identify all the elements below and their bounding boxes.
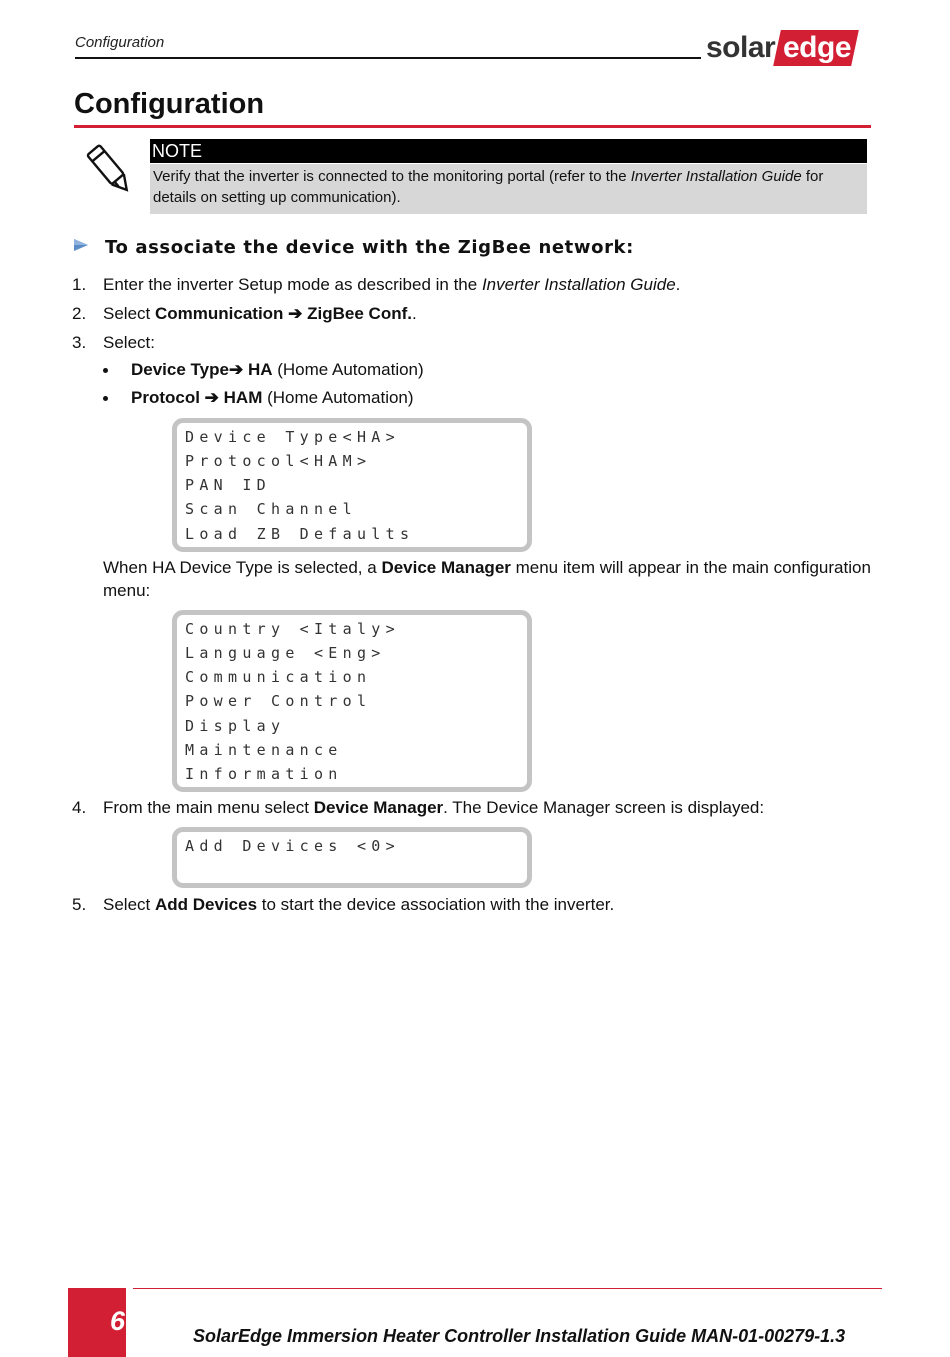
step-text-bold: Communication: [154, 304, 284, 323]
lcd-line: Add Devices <0>: [185, 837, 400, 855]
solaredge-logo: [706, 30, 855, 66]
logo-text-edge-block: [773, 30, 859, 66]
step-text-post: . The Device Manager screen is displayed:: [443, 798, 765, 817]
arrow-right-icon: ➔: [199, 388, 224, 407]
lcd-line: Scan Channel: [185, 500, 357, 518]
step-number: 5.: [72, 895, 87, 914]
step-text-pre: Enter the inverter Setup mode as described in the: [103, 275, 482, 294]
step-text-pre: Select: [103, 304, 155, 323]
procedure-arrow-icon: [73, 238, 89, 252]
lcd-line: Information: [185, 765, 343, 783]
step-text-bold: Device Manager: [313, 798, 444, 817]
step-text-post: .: [675, 275, 681, 294]
title-underline: [74, 125, 871, 128]
lcd-line: Communication: [185, 668, 372, 686]
step-number: 4.: [72, 798, 87, 817]
lcd-line: Load ZB Defaults: [185, 525, 415, 543]
step-text: [103, 894, 614, 916]
step-text-bold: Add Devices: [154, 895, 258, 914]
step-text-post: to start the device association with the inverter.: [257, 895, 615, 914]
page-number: 6: [110, 1306, 126, 1336]
pencil-icon: [84, 142, 136, 198]
step-5: [72, 894, 872, 918]
step-text-italic: Inverter Installation Guide: [481, 275, 676, 294]
lcd-line: Power Control: [185, 692, 372, 710]
lcd-screen-device-manager: [172, 827, 532, 888]
running-header-section: Configuration: [75, 34, 165, 51]
bullet-text-bold: HAM: [223, 388, 263, 407]
bullet-device-type: [103, 360, 803, 384]
step-3: [72, 332, 872, 356]
lcd-screen-main-menu: [172, 610, 532, 792]
step-text: [103, 303, 417, 325]
footer-divider: [133, 1288, 882, 1289]
bullet-text: [131, 360, 424, 380]
page-title: Configuration: [74, 88, 265, 120]
step-4: [72, 797, 872, 821]
note-body: [150, 164, 867, 214]
step-text-pre: From the main menu select: [103, 798, 314, 817]
lcd-line: Display: [185, 717, 286, 735]
bullet-protocol: [103, 388, 803, 412]
step-text: Select:: [103, 333, 155, 352]
footer-doc-title: SolarEdge Immersion Heater Controller Installation Guide MAN-01-00279-1.3: [193, 1326, 846, 1346]
device-manager-paragraph: [103, 556, 873, 602]
bullet-text-post: (Home Automation): [262, 388, 414, 407]
arrow-right-icon: ➔: [283, 304, 308, 323]
bullet-text-bold: Protocol: [131, 388, 200, 407]
step-number: 2.: [72, 304, 87, 323]
bullet-text-bold: HA: [247, 360, 273, 379]
step-text: [103, 797, 764, 819]
note-text-after: for details on setting up communication).: [153, 168, 824, 206]
logo-text-edge: edge: [783, 31, 852, 64]
lcd-line: Protocol<HAM>: [185, 452, 372, 470]
step-text-pre: Select: [103, 895, 155, 914]
step-text: [103, 274, 680, 296]
arrow-right-icon: ➔: [228, 360, 248, 379]
note-text-before: Verify that the inverter is connected to the monitoring portal (refer to the: [153, 168, 631, 185]
step-2: [72, 303, 872, 327]
procedure-title: To associate the device with the ZigBee network:: [105, 237, 634, 258]
note-text-italic: Inverter Installation Guide: [630, 168, 802, 185]
bullet-dot: [103, 368, 108, 373]
lcd-line: Country <Italy>: [185, 620, 400, 638]
bullet-text-bold: Device Type: [131, 360, 229, 379]
para-text-pre: When HA Device Type is selected, a: [103, 558, 382, 577]
note-heading: [150, 139, 867, 163]
step-text-bold: ZigBee Conf.: [307, 304, 412, 323]
step-number: 3.: [72, 333, 87, 352]
lcd-line: PAN ID: [185, 476, 271, 494]
note-heading-text: NOTE: [152, 141, 203, 161]
step-1: [72, 274, 872, 298]
step-number: 1.: [72, 275, 87, 294]
bullet-text-post: (Home Automation): [272, 360, 424, 379]
lcd-line: Device Type<HA>: [185, 428, 400, 446]
lcd-line: Maintenance: [185, 741, 343, 759]
bullet-text: [131, 388, 414, 408]
para-text-post: menu item will appear in the main configuration menu:: [103, 558, 871, 600]
header-divider: [75, 57, 701, 59]
para-text-bold: Device Manager: [381, 558, 511, 577]
bullet-dot: [103, 396, 108, 401]
lcd-screen-zigbee-conf: [172, 418, 532, 552]
lcd-line: Language <Eng>: [185, 644, 386, 662]
logo-text-solar: solar: [706, 31, 776, 64]
step-text-post: .: [411, 304, 417, 323]
